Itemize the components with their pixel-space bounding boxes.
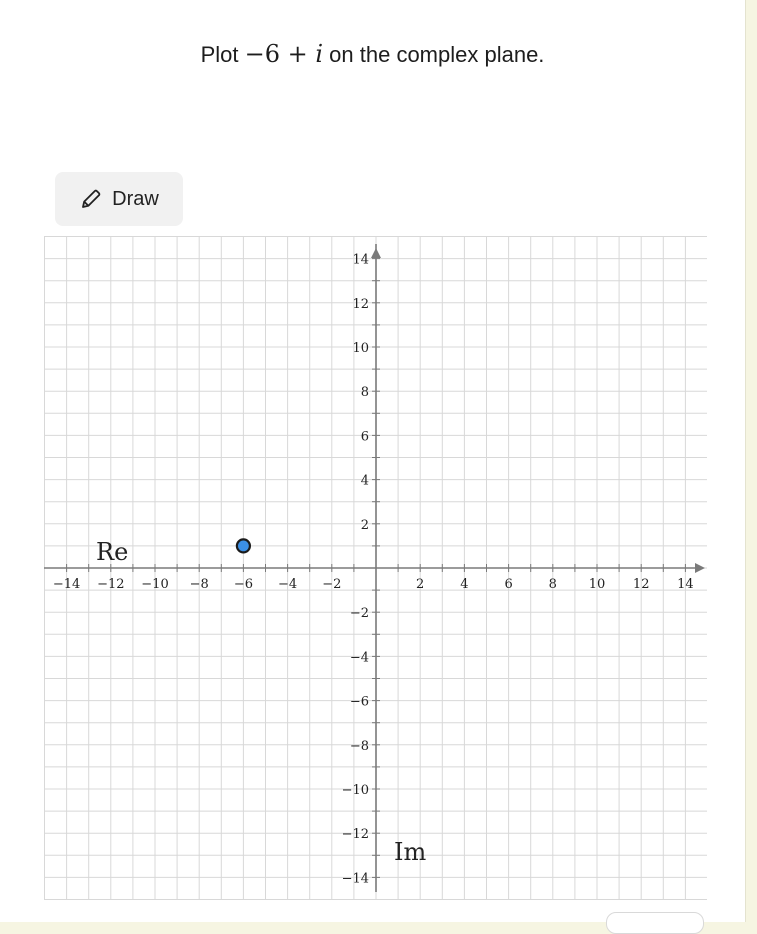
imaginary-axis-tick-label: −8 [349,738,369,754]
imaginary-axis-tick-label: 2 [360,517,369,533]
real-axis-tick-label: −2 [322,577,342,592]
imaginary-axis-tick-label: 8 [360,385,369,401]
real-axis-tick-label: −8 [189,577,209,592]
real-axis-tick-label: 10 [588,577,606,592]
imaginary-axis-tick-label: 12 [352,296,369,312]
draw-button[interactable] [55,172,183,226]
imaginary-axis-tick-label: −4 [349,650,369,666]
real-axis-tick-label: −12 [97,577,125,592]
real-axis-tick-label: 6 [504,577,513,592]
real-axis-tick-label: −6 [233,577,253,592]
axes [44,244,705,892]
imaginary-axis-tick-label: 6 [360,429,369,445]
imaginary-axis-tick-label: 10 [352,341,369,356]
imaginary-axis-tick-label: −2 [349,606,369,622]
draw-button-label: Draw [112,187,159,210]
real-axis-tick-label: −14 [52,577,81,592]
complex-plane[interactable] [44,236,707,900]
real-axis-tick-label: 12 [632,577,650,592]
imaginary-axis-tick-label: −14 [341,871,369,887]
bottom-action-button[interactable] [606,912,704,934]
imaginary-axis-tick-label: −12 [341,827,369,843]
imaginary-axis-tick-label: 4 [360,473,369,489]
real-axis-tick-label: 4 [460,577,469,592]
prompt-text-after: on the complex plane. [323,42,545,67]
imaginary-axis-tick-label: −10 [341,783,369,798]
prompt-expression [245,40,323,68]
real-axis-tick-label: −4 [278,577,298,592]
real-axis-tick-label: 2 [416,577,425,592]
question-prompt [0,40,745,68]
plotted-points [237,539,250,552]
imaginary-axis-arrowhead [371,248,381,258]
imaginary-axis-tick-labels [342,253,369,887]
pencil-icon [79,187,103,211]
real-axis-tick-label: 14 [677,577,694,592]
imaginary-axis-tick-label: 14 [352,252,369,268]
real-axis-label: Re [96,538,129,566]
prompt-expression-variable: i [315,40,324,68]
prompt-expression-number: −6 + [244,40,316,68]
plotted-point[interactable] [237,539,250,552]
real-axis-tick-label: 8 [548,577,557,592]
real-axis-tick-label: −10 [141,577,169,592]
imaginary-axis-tick-label: −6 [349,694,369,710]
prompt-text-before: Plot [200,42,245,67]
real-axis-arrowhead [695,563,705,573]
imaginary-axis-label: Im [394,838,427,866]
